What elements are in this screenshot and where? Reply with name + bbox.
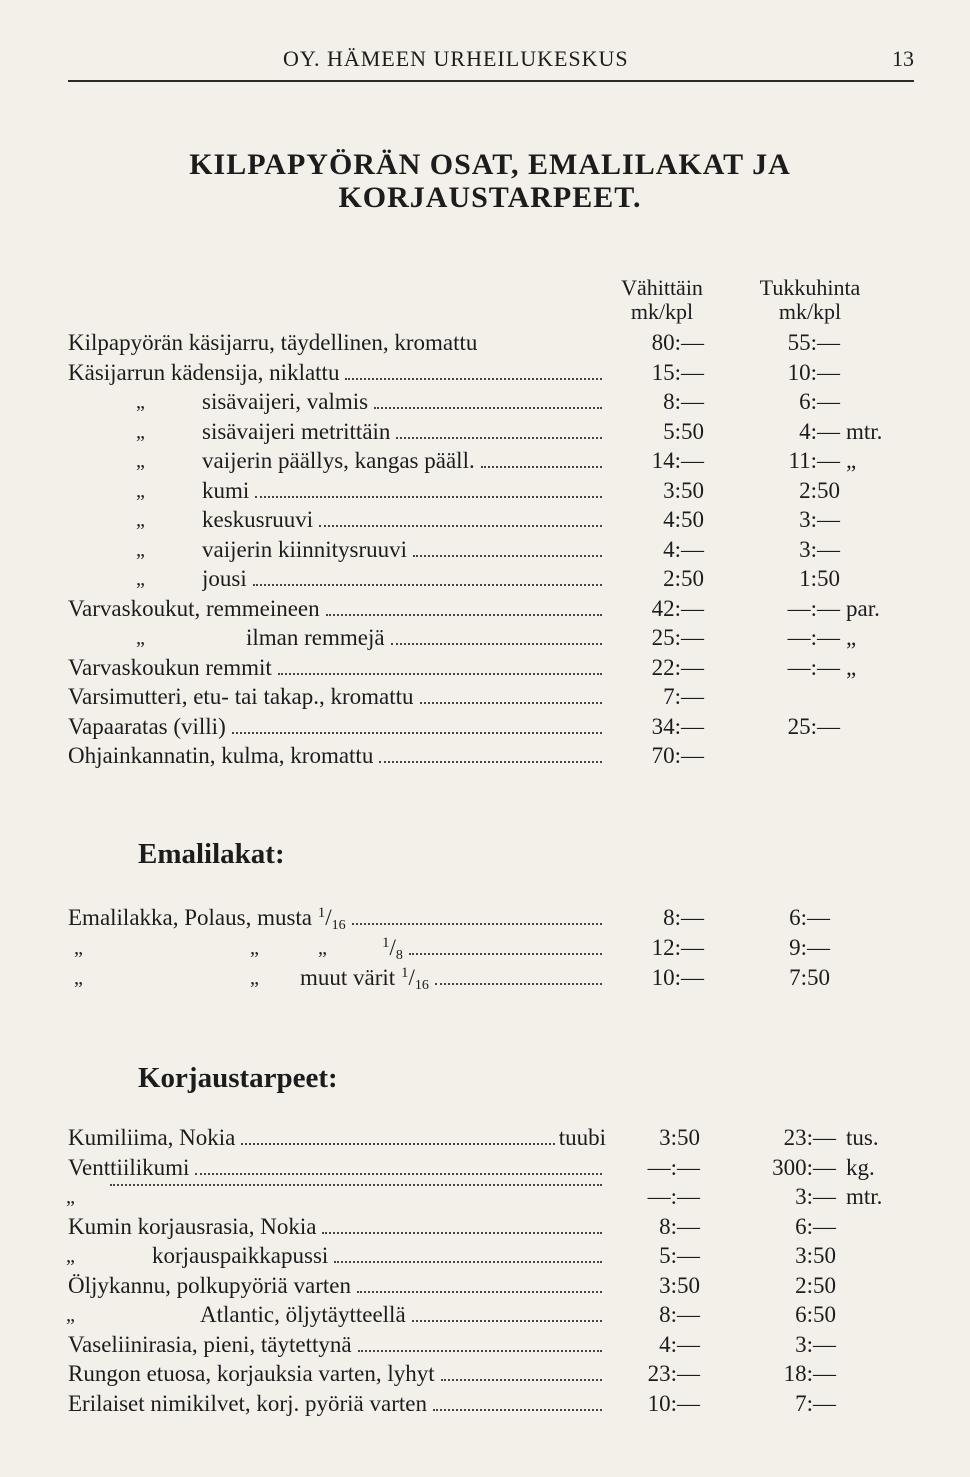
- part-row: [0, 419, 970, 449]
- retail-price: 8:—: [659, 1302, 700, 1327]
- repair-row: [0, 1155, 970, 1185]
- unit-label: „: [846, 625, 857, 650]
- item-label: vaijerin kiinnitysruuvi: [202, 536, 408, 562]
- item-label: korjauspaikkapussi: [152, 1243, 329, 1268]
- item-description: [68, 905, 606, 934]
- part-row: [0, 360, 970, 390]
- item-description: [68, 655, 606, 681]
- retail-price: 2:50: [663, 566, 704, 591]
- item-description: [246, 625, 606, 651]
- fraction: $^1/_{16}$: [400, 965, 429, 993]
- item-label-group: [68, 905, 346, 934]
- retail-price: 3:50: [659, 1125, 700, 1150]
- fraction-denominator: 8: [395, 948, 403, 963]
- item-description: [68, 684, 606, 710]
- ditto-mark: „: [136, 538, 145, 561]
- item-label: Kumin korjausrasia, Nokia: [68, 1213, 317, 1239]
- wholesale-price: 3:50: [795, 1243, 836, 1268]
- fraction-numerator: 1: [382, 935, 390, 951]
- item-description: [68, 1332, 606, 1358]
- item-description: [202, 507, 606, 533]
- dot-leader: [322, 1232, 602, 1234]
- retail-price: 5:—: [659, 1243, 700, 1268]
- page-title-line-2: KORJAUSTARPEET.: [338, 181, 642, 214]
- fraction: $^1/_8$: [382, 935, 403, 963]
- item-label-group: [382, 935, 403, 964]
- unit-label: „: [846, 448, 857, 473]
- part-row: [0, 596, 970, 626]
- retail-price: 10:—: [647, 1390, 700, 1416]
- retail-price: 22:—: [651, 654, 704, 680]
- item-description: [104, 1184, 606, 1192]
- retail-price: —:—: [647, 1154, 700, 1180]
- repair-row: [0, 1273, 970, 1303]
- dot-leader: [326, 614, 602, 616]
- retail-price: 4:—: [663, 536, 704, 562]
- wholesale-price: 3:—: [795, 1184, 836, 1209]
- part-row: [0, 655, 970, 685]
- wholesale-price: 6:—: [799, 389, 840, 414]
- part-row: [0, 478, 970, 508]
- retail-price: 8:—: [663, 905, 704, 930]
- enamels-section-title: Emalilakat:: [138, 838, 285, 870]
- ditto-mark: „: [136, 391, 145, 413]
- item-label: Varvaskoukut, remmeineen: [68, 595, 320, 621]
- repair-row: [0, 1361, 970, 1391]
- retail-price: 5:50: [663, 418, 704, 444]
- dot-leader: [358, 1350, 602, 1352]
- item-description: [68, 1155, 606, 1181]
- repair-row: [0, 1302, 970, 1332]
- retail-price: 15:—: [651, 359, 704, 385]
- dot-leader: [195, 1173, 602, 1175]
- item-label: Vaseliinirasia, pieni, täytettynä: [68, 1331, 352, 1357]
- part-row: [0, 330, 970, 360]
- dot-leader: [481, 466, 602, 468]
- retail-price: 12:—: [651, 935, 704, 960]
- dot-leader: [319, 525, 602, 527]
- wholesale-price: 7:50: [789, 965, 830, 990]
- item-description: [202, 537, 606, 563]
- item-label: sisävaijeri metrittäin: [202, 418, 391, 444]
- item-description: [68, 330, 606, 356]
- repair-row: [0, 1243, 970, 1273]
- wholesale-price: 2:50: [795, 1272, 836, 1298]
- part-row: [0, 566, 970, 596]
- item-description: [68, 1361, 606, 1387]
- part-row: [0, 714, 970, 744]
- page-header: [68, 44, 914, 82]
- page-title: [60, 148, 920, 214]
- dot-leader: [412, 1320, 602, 1322]
- ditto-mark: „: [250, 967, 259, 989]
- retail-price: 42:—: [651, 595, 704, 621]
- item-label: Vapaaratas (villi): [68, 713, 226, 739]
- item-label: keskusruuvi: [202, 507, 314, 532]
- wholesale-price: —:—: [787, 625, 840, 650]
- item-description: [152, 1243, 606, 1269]
- item-description: [202, 419, 606, 445]
- column-header-wholesale-line-2: mk/kpl: [778, 299, 842, 324]
- item-label: Varvaskoukun remmit: [68, 654, 272, 680]
- wholesale-price: 25:—: [787, 713, 840, 739]
- retail-price: 14:—: [651, 448, 704, 473]
- dot-leader: [374, 407, 602, 409]
- retail-price: 8:—: [659, 1213, 700, 1239]
- ditto-mark: „: [318, 937, 327, 959]
- unit-label: „: [846, 654, 857, 680]
- item-description: [68, 1391, 606, 1417]
- retail-price: 3:50: [663, 477, 704, 503]
- wholesale-price: —:—: [787, 654, 840, 680]
- item-description: [300, 965, 606, 994]
- item-label: Ohjainkannatin, kulma, kromattu: [68, 743, 374, 768]
- dot-leader: [345, 378, 602, 380]
- dot-leader: [110, 1184, 602, 1186]
- enamel-row: [0, 935, 970, 965]
- repair-row: [0, 1184, 970, 1214]
- column-header-retail-line-2: mk/kpl: [630, 299, 694, 324]
- item-label: Atlantic, öljytäytteellä: [200, 1302, 406, 1327]
- item-description: [68, 1214, 606, 1240]
- repair-row: [0, 1125, 970, 1155]
- dot-leader: [420, 702, 602, 704]
- fraction-numerator: 1: [317, 905, 326, 921]
- repairs-section-title: Korjaustarpeet:: [138, 1062, 338, 1094]
- item-description: [68, 743, 606, 769]
- unit-label: par.: [846, 595, 880, 621]
- item-description: [68, 596, 606, 622]
- fraction-denominator: 16: [331, 918, 346, 933]
- retail-price: 25:—: [651, 625, 704, 650]
- wholesale-price: 300:—: [772, 1154, 836, 1180]
- item-description: [202, 448, 606, 474]
- column-header-retail-line-1: Vähittäin: [621, 275, 703, 300]
- dot-leader: [409, 953, 602, 955]
- retail-price: 3:50: [659, 1272, 700, 1298]
- ditto-mark: „: [136, 479, 145, 502]
- enamel-row: [0, 905, 970, 935]
- ditto-mark: „: [66, 1304, 75, 1326]
- retail-price: 34:—: [651, 713, 704, 739]
- page-number: 13: [892, 46, 914, 71]
- item-label: ilman remmejä: [246, 625, 385, 650]
- fraction-numerator: 1: [400, 965, 409, 981]
- ditto-mark: „: [136, 450, 145, 472]
- retail-price: 7:—: [663, 684, 704, 709]
- part-row: [0, 507, 970, 537]
- wholesale-price: 10:—: [787, 359, 840, 385]
- item-description: [202, 478, 606, 504]
- wholesale-price: 6:50: [795, 1302, 836, 1327]
- part-row: [0, 448, 970, 478]
- dot-leader: [391, 643, 602, 645]
- item-label: Kumiliima, Nokia: [68, 1125, 236, 1150]
- wholesale-price: 9:—: [789, 935, 830, 960]
- wholesale-price: 4:—: [799, 418, 840, 444]
- item-label: Emalilakka, Polaus, musta: [68, 905, 313, 930]
- item-description: [202, 389, 606, 415]
- ditto-mark: „: [136, 420, 145, 443]
- dot-leader: [278, 673, 602, 675]
- dot-leader: [396, 437, 602, 439]
- item-label: kumi: [202, 477, 250, 503]
- dot-leader: [441, 1379, 602, 1381]
- wholesale-price: 3:—: [799, 536, 840, 562]
- enamel-row: [0, 965, 970, 995]
- item-label: sisävaijeri, valmis: [202, 389, 369, 414]
- retail-price: 4:50: [663, 507, 704, 532]
- repair-row: [0, 1332, 970, 1362]
- dot-leader: [433, 1409, 602, 1411]
- part-row: [0, 625, 970, 655]
- wholesale-price: 3:—: [799, 507, 840, 532]
- ditto-mark: „: [136, 509, 145, 531]
- retail-price: 4:—: [659, 1331, 700, 1357]
- item-label: Käsijarrun kädensija, niklattu: [68, 359, 340, 385]
- retail-price: 23:—: [647, 1361, 700, 1386]
- repair-row: [0, 1214, 970, 1244]
- item-label: Rungon etuosa, korjauksia varten, lyhyt: [68, 1361, 435, 1386]
- dot-leader: [379, 761, 602, 763]
- repair-row: [0, 1391, 970, 1421]
- wholesale-price: 7:—: [795, 1390, 836, 1416]
- wholesale-price: 3:—: [795, 1331, 836, 1357]
- part-row: [0, 537, 970, 567]
- wholesale-price: 11:—: [788, 448, 840, 473]
- fraction-denominator: 16: [414, 978, 429, 993]
- fraction: $^1/_{16}$: [317, 905, 346, 933]
- wholesale-price: 2:50: [799, 477, 840, 503]
- wholesale-price: 18:—: [783, 1361, 836, 1386]
- retail-price: 70:—: [651, 743, 704, 768]
- ditto-mark: „: [136, 568, 145, 590]
- retail-price: —:—: [647, 1184, 700, 1209]
- item-description: [68, 360, 606, 386]
- wholesale-price: 6:—: [795, 1213, 836, 1239]
- ditto-mark: „: [74, 937, 83, 959]
- retail-price: 10:—: [651, 965, 704, 990]
- unit-label: mtr.: [846, 1184, 883, 1209]
- wholesale-price: —:—: [787, 595, 840, 621]
- wholesale-price: 23:—: [783, 1125, 836, 1150]
- retail-price: 80:—: [651, 330, 704, 355]
- item-label: vaijerin päällys, kangas pääll.: [202, 448, 475, 473]
- item-packaging: tuubi: [558, 1125, 606, 1150]
- item-description: [68, 1125, 606, 1151]
- item-label: jousi: [202, 566, 247, 591]
- dot-leader: [232, 732, 602, 734]
- item-label: Erilaiset nimikilvet, korj. pyöriä varten: [68, 1390, 427, 1416]
- dot-leader: [241, 1143, 554, 1145]
- dot-leader: [255, 496, 602, 498]
- item-label: Öljykannu, polkupyöriä varten: [68, 1272, 351, 1298]
- item-label: Varsimutteri, etu- tai takap., kromattu: [68, 684, 414, 709]
- wholesale-price: 55:—: [787, 330, 840, 355]
- unit-label: tus.: [846, 1125, 879, 1150]
- part-row: [0, 743, 970, 773]
- dot-leader: [352, 923, 602, 925]
- wholesale-price: 6:—: [789, 905, 830, 930]
- item-description: [68, 714, 606, 740]
- ditto-mark: „: [250, 937, 259, 959]
- column-header-retail: [596, 276, 728, 324]
- unit-label: mtr.: [846, 418, 883, 444]
- unit-label: kg.: [846, 1154, 875, 1180]
- dot-leader: [435, 983, 602, 985]
- dot-leader: [357, 1291, 602, 1293]
- item-label: muut värit: [300, 965, 396, 990]
- page-title-line-1: KILPAPYÖRÄN OSAT, EMALILAKAT JA: [189, 148, 791, 181]
- item-description: [200, 1302, 606, 1328]
- item-description: [382, 935, 606, 964]
- item-description: [68, 1273, 606, 1299]
- item-description: [202, 566, 606, 592]
- part-row: [0, 684, 970, 714]
- column-header-wholesale: [736, 276, 884, 324]
- item-label: Venttiilikumi: [68, 1154, 190, 1180]
- item-label: Kilpapyörän käsijarru, täydellinen, kromattu: [68, 330, 478, 355]
- ditto-mark: „: [66, 1245, 75, 1267]
- dot-leader: [413, 555, 602, 557]
- ditto-mark: „: [66, 1186, 75, 1208]
- retail-price: 8:—: [663, 389, 704, 414]
- dot-leader: [253, 584, 602, 586]
- part-row: [0, 389, 970, 419]
- column-header-wholesale-line-1: Tukkuhinta: [759, 275, 861, 300]
- item-label-group: [300, 965, 429, 994]
- ditto-mark: „: [136, 627, 145, 649]
- wholesale-price: 1:50: [799, 566, 840, 591]
- running-title: OY. HÄMEEN URHEILUKESKUS: [283, 46, 629, 71]
- dot-leader: [334, 1261, 602, 1263]
- ditto-mark: „: [74, 967, 83, 989]
